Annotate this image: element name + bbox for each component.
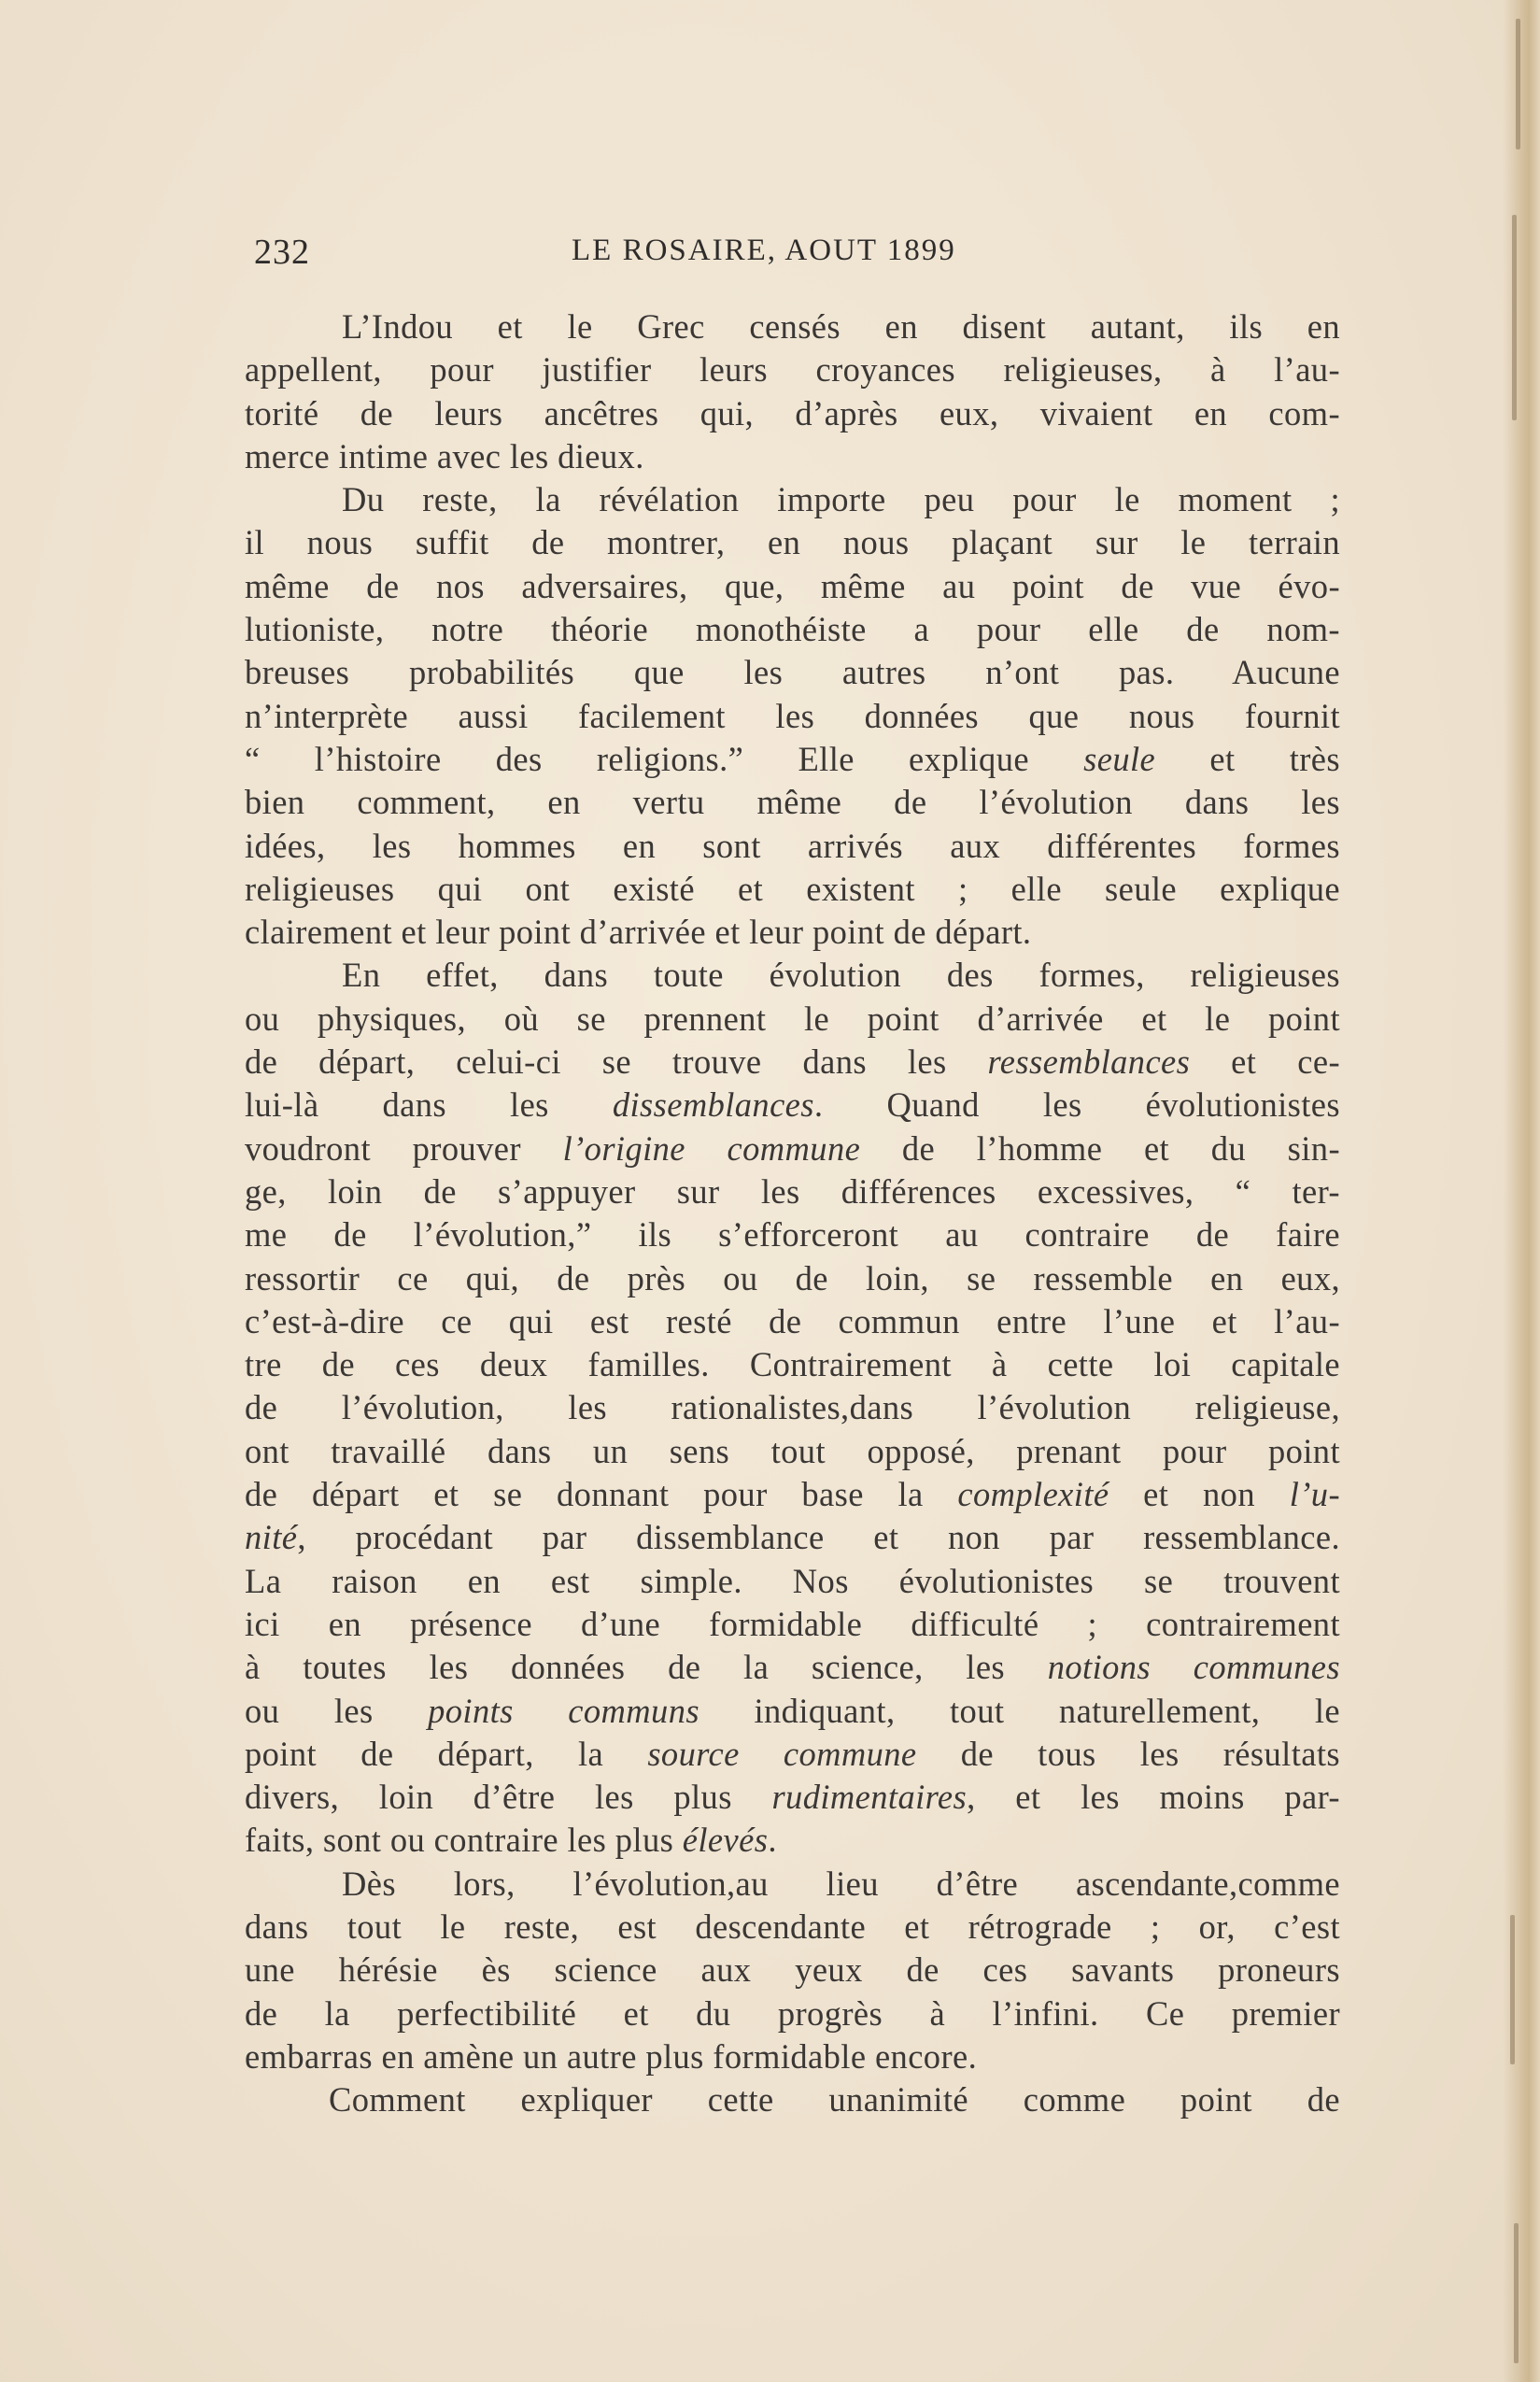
text-run: , et les moins par-: [967, 1778, 1340, 1817]
text-line: [245, 348, 1340, 391]
text-line: [245, 1213, 1340, 1256]
italic-text: ressemblances: [987, 1042, 1191, 1082]
text-run: de départ, celui-ci se trouve dans les: [245, 1042, 988, 1082]
text-line: [245, 1776, 1340, 1819]
text-line: [245, 1257, 1340, 1300]
text-run: ressortir ce qui, de près ou de loin, se ressemble en eux,: [245, 1258, 1340, 1297]
text-run: me de l’évolution,” ils s’efforceront au contraire de faire: [245, 1215, 1340, 1255]
text-line: [245, 1949, 1340, 1992]
text-run: breuses probabilités que les autres n’ont pas. Aucune: [245, 653, 1340, 692]
text-run: de départ et se donnant pour base la: [245, 1475, 958, 1514]
text-line: [245, 1906, 1340, 1949]
text-line: [245, 651, 1340, 694]
text-line: [245, 1300, 1340, 1343]
page-edge-shadow: [1503, 0, 1540, 2382]
body-text: [245, 305, 1340, 2121]
italic-text: complexité: [957, 1475, 1109, 1514]
text-line: [245, 521, 1340, 564]
italic-text: l’u-: [1289, 1475, 1341, 1514]
text-line: [245, 1819, 1340, 1862]
text-line: [245, 781, 1340, 824]
italic-text: dissemblances: [612, 1085, 814, 1125]
text-line: [245, 1430, 1340, 1473]
text-run: Comment expliquer cette unanimité comme point de: [329, 2080, 1340, 2120]
italic-text: points communs: [428, 1691, 699, 1730]
text-run: et ce-: [1190, 1042, 1341, 1082]
text-line: [245, 1170, 1340, 1213]
text-line: [245, 1733, 1340, 1776]
text-line: [245, 1690, 1340, 1733]
text-line: [245, 1516, 1340, 1559]
text-line: [245, 392, 1340, 435]
text-line: [245, 911, 1340, 954]
text-run: de l’évolution, les rationalistes,dans l’évolution religieuse,: [245, 1388, 1340, 1427]
text-line: [245, 2035, 1340, 2078]
text-run: divers, loin d’être les plus: [245, 1778, 772, 1817]
text-line: [245, 1603, 1340, 1646]
text-run: dans tout le reste, est descendante et rétrograde ; or, c’est: [245, 1907, 1340, 1946]
text-run: ou physiques, où se prennent le point d’arrivée et le point: [245, 999, 1340, 1038]
text-line: [245, 1560, 1340, 1603]
text-run: n’interprète aussi facilement les données que nous fournit: [245, 696, 1340, 735]
text-run: de l’homme et du sin-: [860, 1128, 1341, 1168]
text-line: [245, 998, 1340, 1041]
text-run: ou les: [245, 1691, 429, 1730]
text-line: [245, 1127, 1340, 1170]
text-run: “ l’histoire des religions.” Elle explique: [245, 739, 1084, 778]
text-run: tre de ces deux familles. Contrairement à cette loi capitale: [245, 1345, 1340, 1384]
text-run: merce intime avec les dieux.: [245, 436, 644, 475]
text-run: à toutes les données de la science, les: [245, 1648, 1048, 1687]
text-line: [245, 2078, 1340, 2121]
italic-text: l’origine commune: [562, 1128, 861, 1168]
text-run: torité de leurs ancêtres qui, d’après eux, vivaient en com-: [245, 393, 1340, 432]
italic-text: nité: [245, 1518, 298, 1557]
text-line: [245, 435, 1340, 478]
text-line: [245, 478, 1340, 521]
italic-text: source commune: [647, 1734, 917, 1773]
text-line: [245, 1084, 1340, 1127]
text-run: Dès lors, l’évolution,au lieu d’être ascendante,comme: [342, 1864, 1340, 1903]
text-line: [245, 1646, 1340, 1689]
text-line: [245, 1386, 1340, 1429]
text-run: clairement et leur point d’arrivée et leur point de départ.: [245, 913, 1032, 952]
text-run: faits, sont ou contraire les plus: [245, 1821, 683, 1860]
edge-mark: [1514, 2223, 1519, 2363]
text-line: [245, 954, 1340, 997]
text-line: [245, 305, 1340, 348]
italic-text: rudimentaires: [771, 1778, 968, 1817]
text-line: [245, 608, 1340, 651]
text-line: [245, 1992, 1340, 2035]
text-run: L’Indou et le Grec censés en disent autant, ils en: [342, 307, 1340, 346]
text-line: [245, 565, 1340, 608]
text-run: Du reste, la révélation importe peu pour le moment ;: [342, 480, 1340, 519]
edge-mark: [1510, 1915, 1515, 2064]
text-line: [245, 738, 1340, 781]
page-header: [254, 232, 1337, 278]
text-run: indiquant, tout naturellement, le: [699, 1691, 1340, 1730]
text-line: [245, 695, 1340, 738]
text-run: ici en présence d’une formidable difficulté ; contrairement: [245, 1604, 1340, 1643]
text-run: lutioniste, notre théorie monothéiste a pour elle de nom-: [245, 610, 1340, 649]
running-head: LE ROSAIRE, AOUT 1899: [572, 234, 956, 267]
text-run: et non: [1109, 1475, 1290, 1514]
text-run: de tous les résultats: [916, 1734, 1340, 1773]
text-run: La raison en est simple. Nos évolutionistes se trouvent: [245, 1561, 1340, 1600]
text-line: [245, 1863, 1340, 1906]
text-run: .: [768, 1821, 777, 1860]
italic-text: notions communes: [1047, 1648, 1340, 1687]
text-line: [245, 1343, 1340, 1386]
text-run: même de nos adversaires, que, même au point de vue évo-: [245, 566, 1340, 605]
italic-text: élevés: [682, 1821, 769, 1860]
text-run: point de départ, la: [245, 1734, 648, 1773]
text-run: il nous suffit de montrer, en nous plaçant sur le terrain: [245, 523, 1340, 562]
text-line: [245, 868, 1340, 911]
text-run: ge, loin de s’appuyer sur les différences excessives, “ ter-: [245, 1171, 1340, 1211]
text-run: religieuses qui ont existé et existent ; elle seule explique: [245, 869, 1340, 908]
text-run: bien comment, en vertu même de l’évolution dans les: [245, 783, 1340, 822]
page-number: 232: [254, 233, 310, 272]
text-line: [245, 825, 1340, 868]
text-run: . Quand les évolutionistes: [813, 1085, 1340, 1125]
text-run: appellent, pour justifier leurs croyances religieuses, à l’au-: [245, 350, 1340, 390]
text-run: , procédant par dissemblance et non par ressemblance.: [297, 1518, 1340, 1557]
text-run: de la perfectibilité et du progrès à l’infini. Ce premier: [245, 1993, 1340, 2033]
text-run: embarras en amène un autre plus formidable encore.: [245, 2036, 978, 2076]
text-run: idées, les hommes en sont arrivés aux différentes formes: [245, 826, 1340, 865]
text-run: une hérésie ès science aux yeux de ces savants proneurs: [245, 1950, 1340, 1990]
text-line: [245, 1473, 1340, 1516]
text-run: En effet, dans toute évolution des formes, religieuses: [342, 956, 1340, 995]
text-run: et très: [1155, 739, 1340, 778]
italic-text: seule: [1083, 739, 1156, 778]
text-line: [245, 1041, 1340, 1084]
edge-mark: [1516, 19, 1520, 149]
text-run: voudront prouver: [245, 1128, 563, 1168]
edge-mark: [1512, 215, 1517, 420]
text-run: ont travaillé dans un sens tout opposé, prenant pour point: [245, 1431, 1340, 1470]
text-run: c’est-à-dire ce qui est resté de commun entre l’une et l’au-: [245, 1301, 1340, 1340]
text-run: lui-là dans les: [245, 1085, 613, 1125]
